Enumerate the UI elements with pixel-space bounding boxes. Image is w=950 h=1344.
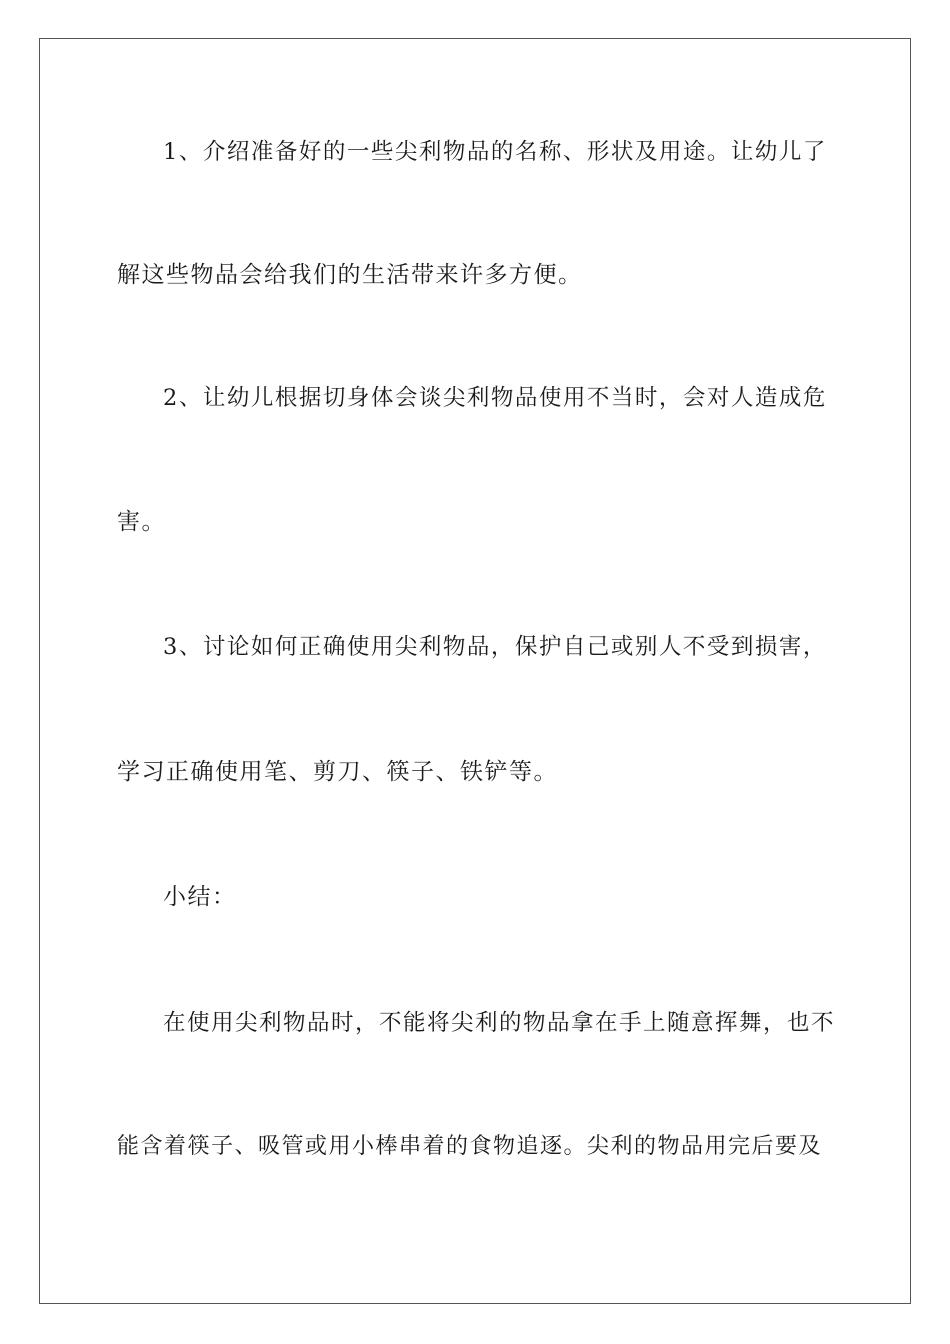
paragraph-3-line-1: 3、讨论如何正确使用尖利物品，保护自己或别人不受到损害，	[163, 634, 827, 660]
summary-line-1: 在使用尖利物品时，不能将尖利的物品拿在手上随意挥舞，也不	[163, 1010, 836, 1036]
paragraph-3-line-2: 学习正确使用笔、剪刀、筷子、铁铲等。	[117, 759, 558, 785]
paragraph-1-line-1: 1、介绍准备好的一些尖利物品的名称、形状及用途。让幼儿了	[163, 139, 827, 165]
paragraph-2-line-1: 2、让幼儿根据切身体会谈尖利物品使用不当时，会对人造成危	[163, 385, 827, 411]
paragraph-2-line-2: 害。	[117, 509, 166, 535]
paragraph-1-line-2: 解这些物品会给我们的生活带来许多方便。	[117, 262, 583, 288]
summary-heading: 小结：	[163, 884, 237, 910]
page-border	[39, 38, 911, 1304]
summary-line-2: 能含着筷子、吸管或用小棒串着的食物追逐。尖利的物品用完后要及	[117, 1134, 823, 1159]
